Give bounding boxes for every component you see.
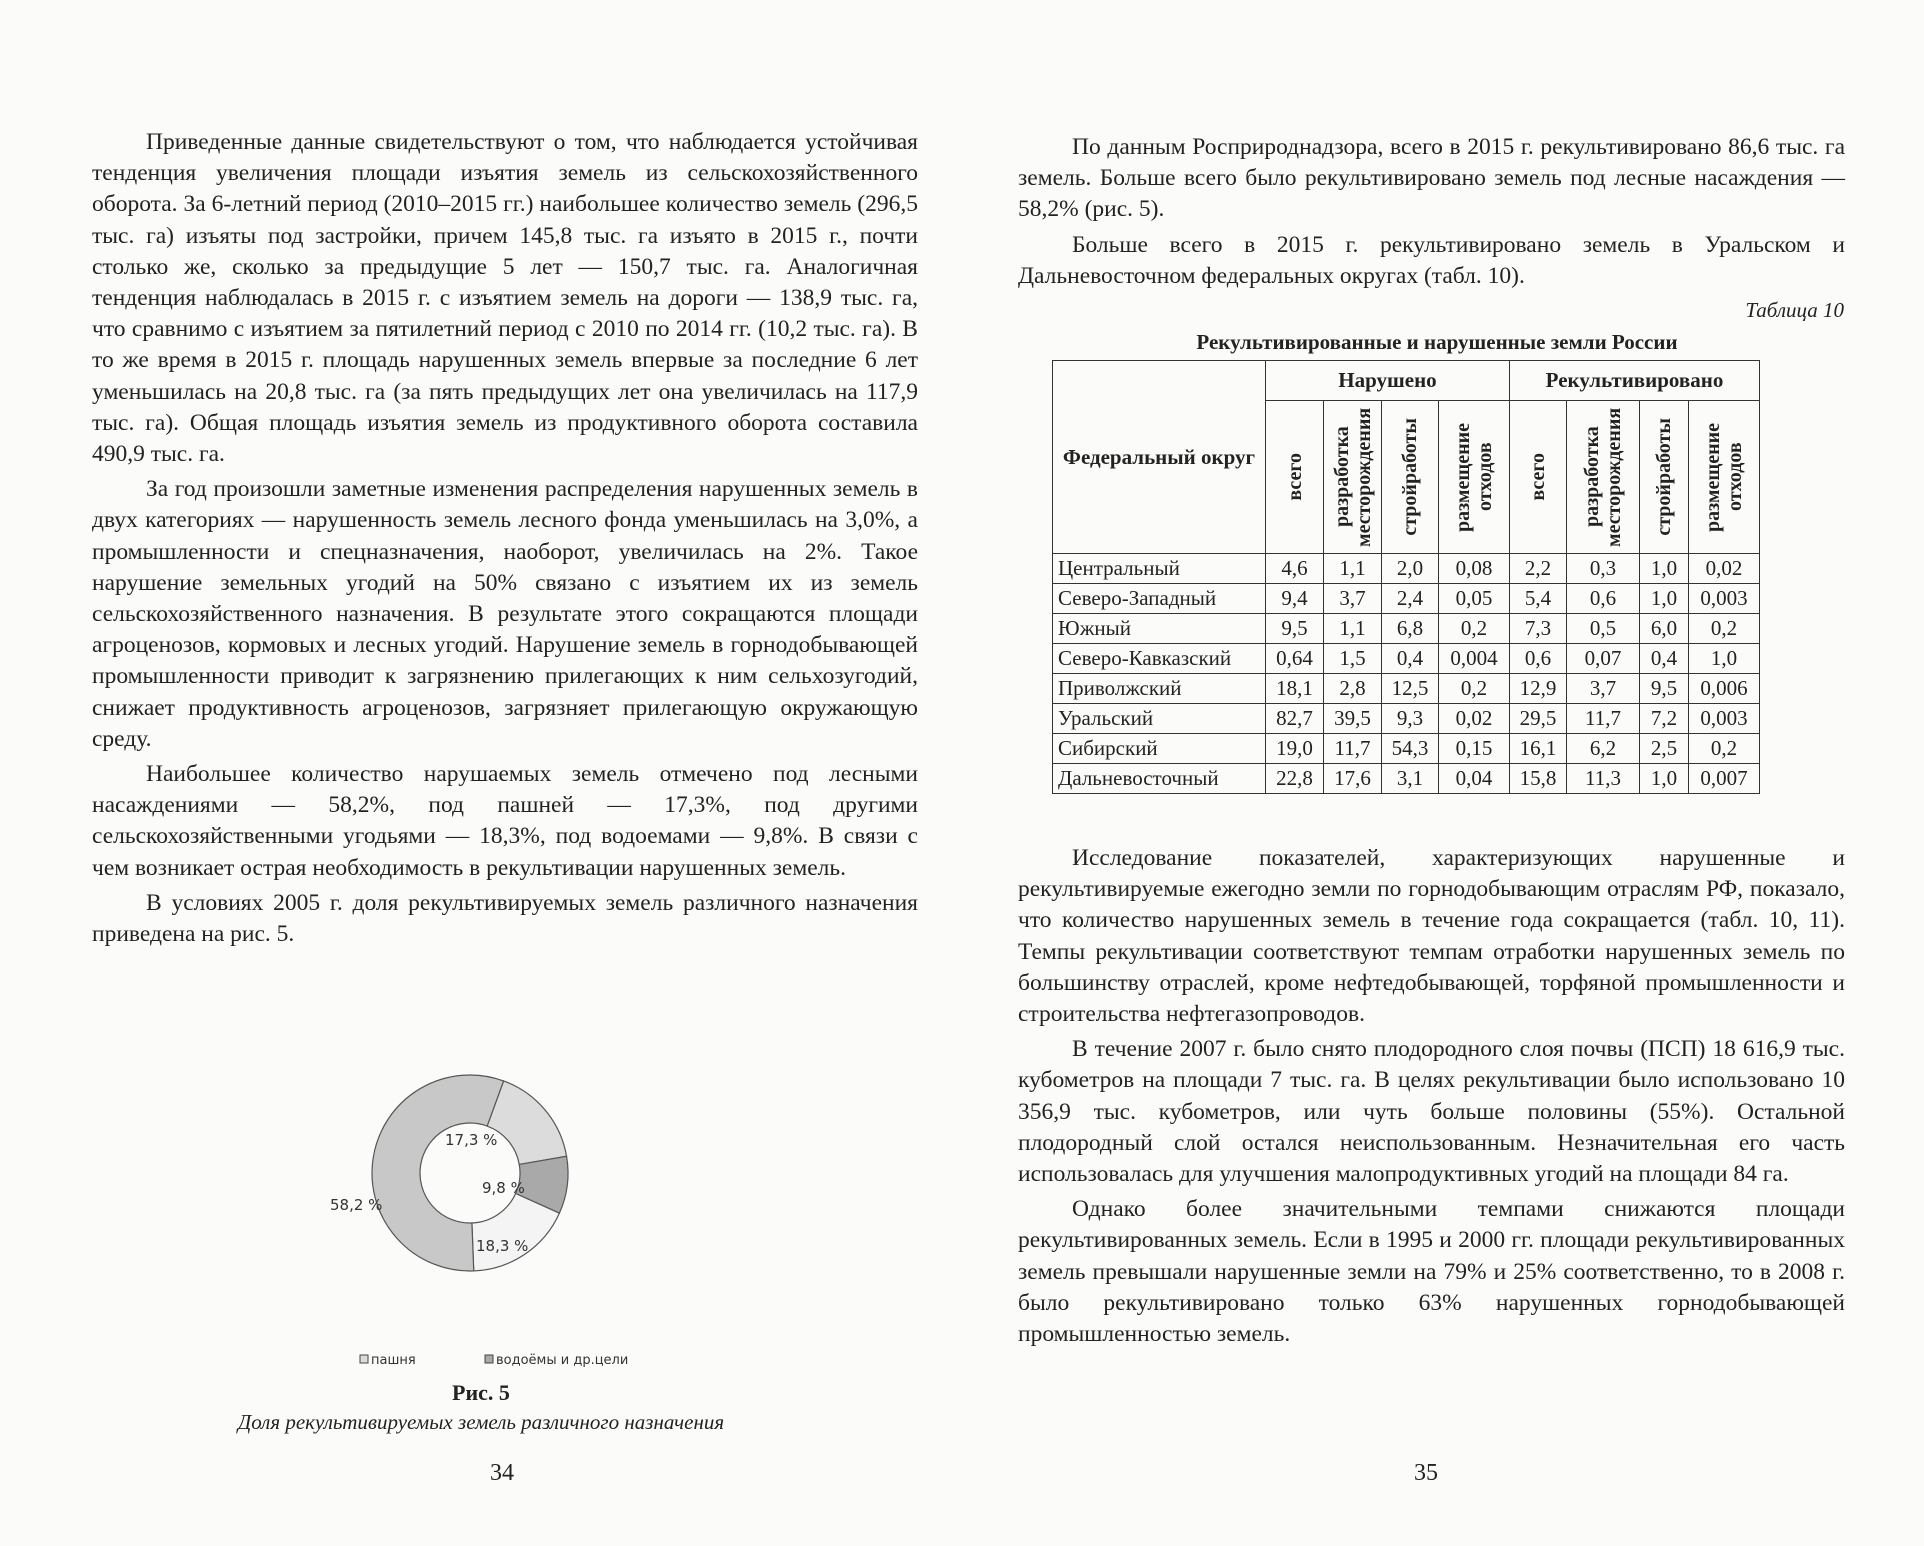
value-cell: 0,08	[1439, 554, 1510, 584]
value-cell: 1,1	[1324, 554, 1382, 584]
region-cell: Северо-Западный	[1053, 584, 1266, 614]
page-number: 34	[490, 1460, 514, 1486]
value-cell: 1,0	[1640, 764, 1689, 794]
donut-chart-figure	[300, 1065, 660, 1385]
value-cell: 11,7	[1567, 704, 1640, 734]
right-body-text-bottom	[1018, 843, 1845, 1354]
legend-label: водоёмы и др.цели	[496, 1353, 629, 1368]
region-header: Федеральный округ	[1053, 361, 1266, 554]
region-cell: Дальневосточный	[1053, 764, 1266, 794]
value-cell: 0,004	[1439, 644, 1510, 674]
value-cell: 7,3	[1510, 614, 1567, 644]
value-cell: 3,7	[1324, 584, 1382, 614]
land-table	[1052, 360, 1760, 794]
table-number: Таблица 10	[1745, 298, 1844, 322]
legend-label: пашня	[371, 1353, 416, 1368]
value-cell: 5,4	[1510, 584, 1567, 614]
page-number: 35	[1414, 1460, 1438, 1486]
value-cell: 54,3	[1382, 734, 1439, 764]
value-cell: 1,0	[1640, 554, 1689, 584]
value-cell: 9,5	[1266, 614, 1324, 644]
legend-swatch	[485, 1355, 493, 1363]
value-cell: 9,4	[1266, 584, 1324, 614]
region-cell: Сибирский	[1053, 734, 1266, 764]
value-cell: 9,5	[1640, 674, 1689, 704]
value-cell: 16,1	[1510, 734, 1567, 764]
left-body-text	[92, 127, 918, 954]
slice-label: 17,3 %	[445, 1131, 498, 1149]
region-cell: Центральный	[1053, 554, 1266, 584]
value-cell: 0,05	[1439, 584, 1510, 614]
value-cell: 1,0	[1640, 584, 1689, 614]
slice-label: 18,3 %	[476, 1237, 529, 1255]
value-cell: 2,0	[1382, 554, 1439, 584]
value-cell: 6,2	[1567, 734, 1640, 764]
value-cell: 18,1	[1266, 674, 1324, 704]
value-cell: 17,6	[1324, 764, 1382, 794]
value-cell: 1,1	[1324, 614, 1382, 644]
value-cell: 82,7	[1266, 704, 1324, 734]
value-cell: 1,0	[1689, 644, 1760, 674]
sub-header: размещение отходов	[1702, 422, 1746, 532]
slice-label: 9,8 %	[482, 1179, 525, 1197]
right-body-text-top	[1018, 132, 1845, 296]
value-cell: 12,9	[1510, 674, 1567, 704]
value-cell: 0,003	[1689, 704, 1760, 734]
paragraph: За год произошли заметные изменения распределения нарушенных земель в двух категориях — нарушенность земель лесного фонда уменьшилась на 3,0%, а промышленности и спецназначения, наоборот, увеличилась на 2%. Такое нарушение земельных угодий на 50% связано с изъятием их из земель сельскохозяйственного назначения. В результате этого сокращаются площади агроценозов, кормовых и лесных угодий. Нарушение земель в горнодобывающей промышленности приводит к загрязнению прилегающих к ним сельхозугодий, снижает продуктивность агроценозов, загрязняет прилегающую окружающую среду.	[92, 476, 918, 752]
sub-header: разработка месторождения	[1581, 407, 1625, 547]
value-cell: 0,6	[1567, 584, 1640, 614]
value-cell: 0,2	[1689, 614, 1760, 644]
table-row	[1053, 704, 1760, 734]
value-cell: 2,4	[1382, 584, 1439, 614]
value-cell: 1,5	[1324, 644, 1382, 674]
region-cell: Северо-Кавказский	[1053, 644, 1266, 674]
value-cell: 9,3	[1382, 704, 1439, 734]
table-row	[1053, 554, 1760, 584]
value-cell: 4,6	[1266, 554, 1324, 584]
right-page	[962, 0, 1924, 1546]
value-cell: 0,15	[1439, 734, 1510, 764]
region-cell: Южный	[1053, 614, 1266, 644]
sub-header: размещение отходов	[1452, 422, 1496, 532]
table-row	[1053, 614, 1760, 644]
region-cell: Уральский	[1053, 704, 1266, 734]
value-cell: 0,007	[1689, 764, 1760, 794]
paragraph: Однако более значительными темпами снижаются площади рекультивированных земель. Если в 1995 и 2000 гг. площади рекультивированных земель превышали нарушенные земли на 79% и 25% соответственно, то в 2008 г. было рекультивировано только 63% нарушенных горнодобывающей промышленностью земель.	[1018, 1196, 1845, 1348]
value-cell: 3,7	[1567, 674, 1640, 704]
paragraph: Исследование показателей, характеризующих нарушенные и рекультивируемые ежегодно земли по горнодобывающим отраслям РФ, показало, что количество нарушенных земель в течение года сокращается (табл. 10, 11). Темпы рекультивации соответствуют темпам отработки нарушенных земель по большинству отраслей, кроме нефтедобывающей, торфяной промышленности и строительства нефтегазопроводов.	[1018, 845, 1845, 1028]
slice-label: 58,2 %	[330, 1196, 383, 1214]
figure-label: Рис. 5	[452, 1380, 510, 1405]
value-cell: 12,5	[1382, 674, 1439, 704]
value-cell: 7,2	[1640, 704, 1689, 734]
paragraph: Наибольшее количество нарушаемых земель отмечено под лесными насаждениями — 58,2%, под пашней — 17,3%, под другими сельскохозяйственными угодьями — 18,3%, под водоемами — 9,8%. В связи с чем возникает острая необходимость в рекультивации нарушенных земель.	[92, 761, 918, 881]
value-cell: 0,2	[1689, 734, 1760, 764]
value-cell: 0,2	[1439, 614, 1510, 644]
value-cell: 15,8	[1510, 764, 1567, 794]
value-cell: 0,5	[1567, 614, 1640, 644]
table-title: Рекультивированные и нарушенные земли России	[1196, 330, 1678, 354]
value-cell: 0,3	[1567, 554, 1640, 584]
value-cell: 0,006	[1689, 674, 1760, 704]
value-cell: 22,8	[1266, 764, 1324, 794]
value-cell: 0,003	[1689, 584, 1760, 614]
value-cell: 2,2	[1510, 554, 1567, 584]
figure-caption: Доля рекультивируемых земель различного назначения	[237, 1410, 725, 1434]
value-cell: 0,02	[1439, 704, 1510, 734]
table-row	[1053, 584, 1760, 614]
value-cell: 39,5	[1324, 704, 1382, 734]
value-cell: 0,2	[1439, 674, 1510, 704]
table-row	[1053, 674, 1760, 704]
value-cell: 0,07	[1567, 644, 1640, 674]
paragraph: В течение 2007 г. было снято плодородного слоя почвы (ПСП) 18 616,9 тыс. кубометров на площади 7 тыс. га. В целях рекультивации было использовано 10 356,9 тыс. кубометров, или чуть больше половины (55%). Остальной плодородный слой остался неиспользованным. Незначительная его часть использовалась для улучшения малопродуктивных угодий на площади 84 га.	[1018, 1036, 1845, 1188]
value-cell: 2,8	[1324, 674, 1382, 704]
region-cell: Приволжский	[1053, 674, 1266, 704]
table-row	[1053, 644, 1760, 674]
value-cell: 2,5	[1640, 734, 1689, 764]
value-cell: 0,64	[1266, 644, 1324, 674]
value-cell: 11,7	[1324, 734, 1382, 764]
value-cell: 11,3	[1567, 764, 1640, 794]
group-header-recultivated: Рекультивировано	[1510, 361, 1760, 401]
value-cell: 29,5	[1510, 704, 1567, 734]
value-cell: 3,1	[1382, 764, 1439, 794]
value-cell: 19,0	[1266, 734, 1324, 764]
value-cell: 0,4	[1382, 644, 1439, 674]
paragraph: Приведенные данные свидетельствуют о том, что наблюдается устойчивая тенденция увеличения площади изъятия земель из сельскохозяйственного оборота. За 6-летний период (2010–2015 гг.) наибольшее количество земель (296,5 тыс. га) изъяты под застройки, причем 145,8 тыс. га изъято в 2015 г., почти столько же, сколько за предыдущие 5 лет — 150,7 тыс. га. Аналогичная тенденция наблюдалась в 2015 г. с изъятием земель на дороги — 138,9 тыс. га, что сравнимо с изъятием за пятилетний период с 2010 по 2014 гг. (10,2 тыс. га). В то же время в 2015 г. площадь нарушенных земель впервые за последние 6 лет уменьшилась на 20,8 тыс. га (за пять предыдущих лет она увеличилась на 117,9 тыс. га). Общая площадь изъятия земель из продуктивного оборота составила 490,9 тыс. га.	[92, 129, 918, 468]
donut-chart	[300, 1065, 660, 1380]
sub-header: стройработы	[1399, 418, 1421, 536]
sub-header: разработка месторождения	[1330, 407, 1375, 547]
value-cell: 6,0	[1640, 614, 1689, 644]
paragraph: Больше всего в 2015 г. рекультивировано земель в Уральском и Дальневосточном федеральных округах (табл. 10).	[1018, 231, 1845, 289]
value-cell: 0,4	[1640, 644, 1689, 674]
table-row	[1053, 734, 1760, 764]
table-row	[1053, 764, 1760, 794]
paragraph: По данным Росприроднадзора, всего в 2015 г. рекультивировано 86,6 тыс. га земель. Больше всего было рекультивировано земель под лесные насаждения — 58,2% (рис. 5).	[1018, 134, 1845, 223]
legend-swatch	[360, 1355, 368, 1363]
value-cell: 0,04	[1439, 764, 1510, 794]
value-cell: 6,8	[1382, 614, 1439, 644]
sub-header: всего	[1283, 453, 1306, 501]
paragraph: В условиях 2005 г. доля рекультивируемых земель различного назначения приведена на рис. 5.	[92, 889, 918, 948]
group-header-disturbed: Нарушено	[1266, 361, 1510, 401]
value-cell: 0,6	[1510, 644, 1567, 674]
sub-header: стройработы	[1653, 418, 1675, 536]
value-cell: 0,02	[1689, 554, 1760, 584]
sub-header: всего	[1527, 453, 1549, 501]
